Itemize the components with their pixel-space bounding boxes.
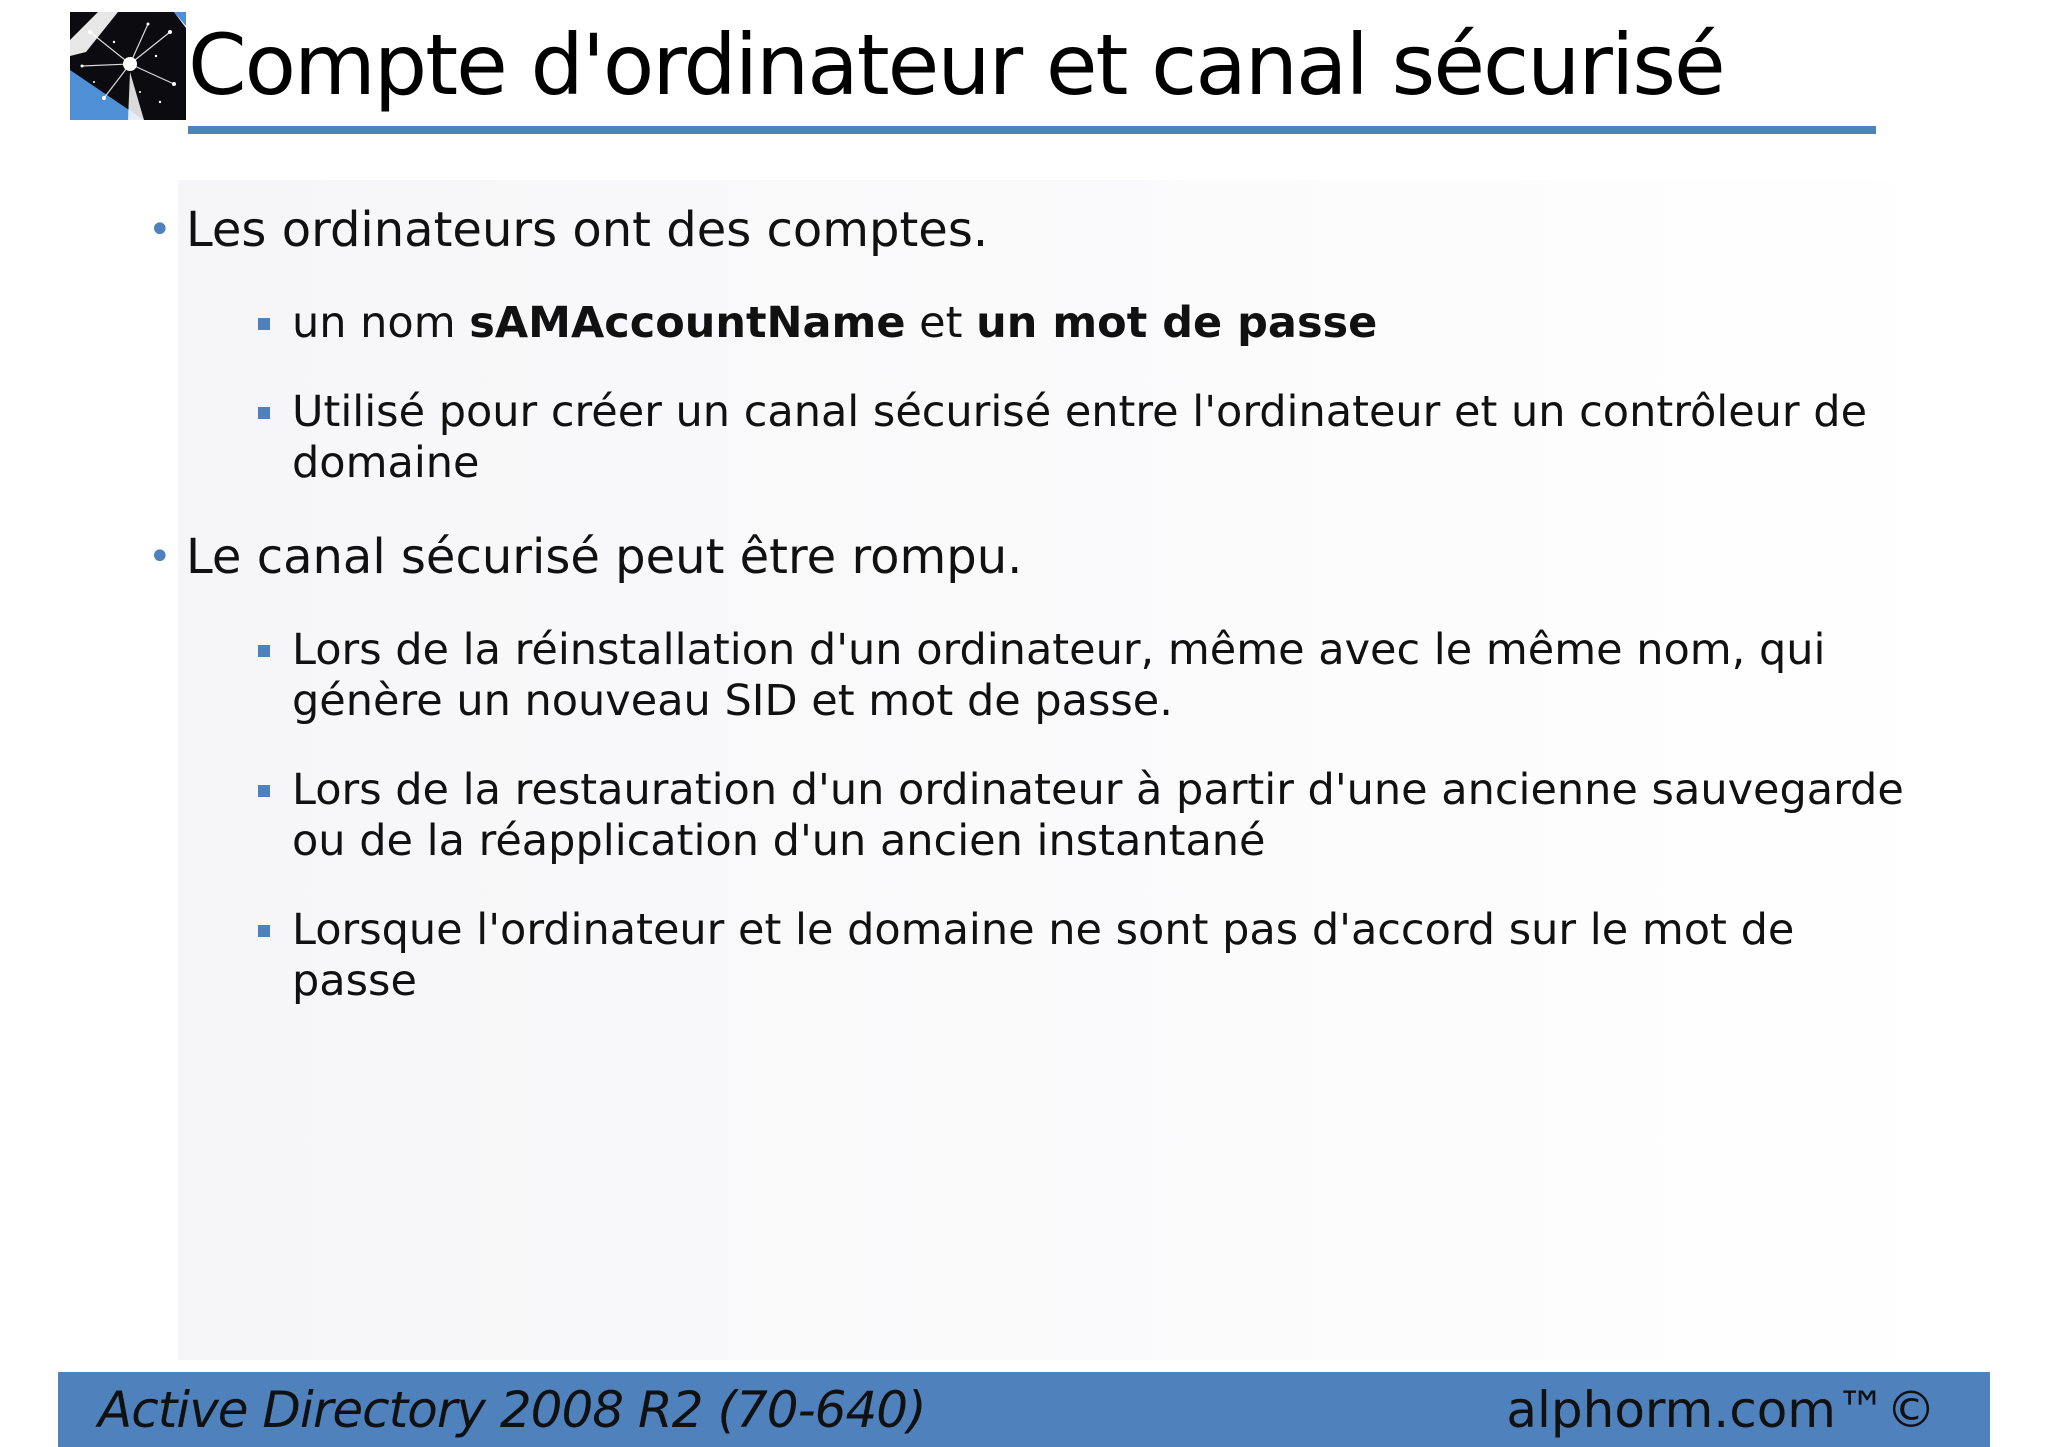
sub-bullet-text-part: et: [905, 298, 977, 348]
page-title: Compte d'ordinateur et canal sécurisé: [188, 16, 1724, 114]
sub-bullet-text: Lorsque l'ordinateur et le domaine ne sont pas d'accord sur le mot de passe: [292, 905, 1795, 1006]
sub-bullet-list: [186, 298, 1920, 489]
sub-bullet-item: [186, 625, 1920, 727]
bullet-dot-icon: •: [148, 207, 172, 253]
sub-bullet-text: Utilisé pour créer un canal sécurisé entre l'ordinateur et un contrôleur de domaine: [292, 387, 1868, 488]
sub-bullet-text-part: un nom: [292, 298, 470, 348]
sub-bullet-item: [186, 765, 1920, 867]
sub-bullet-item: [186, 387, 1920, 489]
sub-bullet-text-part: un mot de passe: [976, 298, 1378, 348]
sub-bullet-list: [186, 625, 1920, 1007]
sub-bullet-text: Lors de la réinstallation d'un ordinateur, même avec le même nom, qui génère un nouveau SID et mot de passe.: [292, 625, 1826, 726]
sub-bullet-item: [186, 905, 1920, 1007]
square-bullet-icon: [258, 645, 270, 657]
footer-bar: [58, 1372, 1990, 1447]
square-bullet-icon: [258, 407, 270, 419]
bullet-text: Les ordinateurs ont des comptes.: [186, 202, 989, 258]
bullet-text: Le canal sécurisé peut être rompu.: [186, 529, 1023, 585]
sub-bullet-text-part: sAMAccountName: [469, 298, 906, 348]
title-underline: [188, 126, 1876, 134]
square-bullet-icon: [258, 785, 270, 797]
square-bullet-icon: [258, 318, 270, 330]
footer-course-title: Active Directory 2008 R2 (70-640): [98, 1381, 926, 1439]
square-bullet-icon: [258, 925, 270, 937]
sub-bullet-item: [186, 298, 1920, 349]
bullet-dot-icon: •: [148, 534, 172, 580]
bullet-item: [140, 527, 1920, 1007]
bullet-list: [140, 200, 1920, 1007]
sub-bullet-text: Lors de la restauration d'un ordinateur à partir d'une ancienne sauvegarde ou de la réapplication d'un ancien instantané: [292, 765, 1904, 866]
footer-brand: alphorm.com™©: [1506, 1381, 1936, 1439]
network-star-logo-icon: [70, 12, 186, 120]
bullet-item: [140, 200, 1920, 489]
